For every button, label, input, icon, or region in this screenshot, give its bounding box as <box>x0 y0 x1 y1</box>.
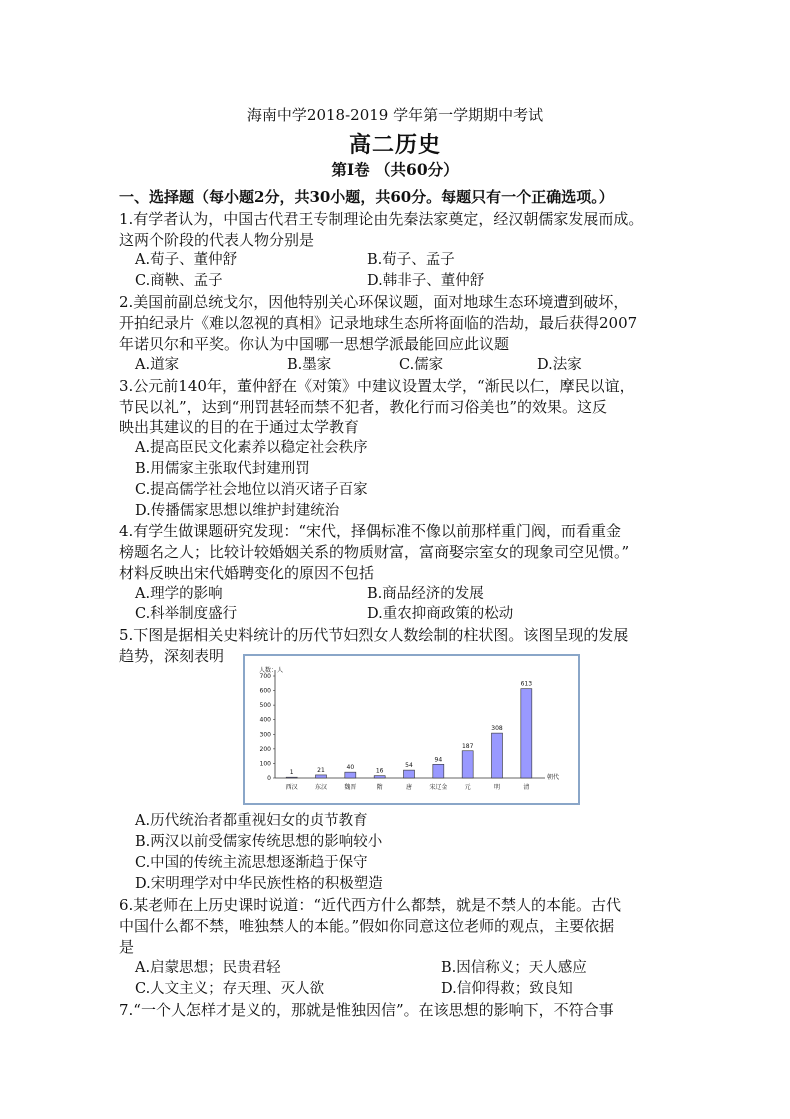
q2-option-a: A.道家 <box>135 357 180 373</box>
q2-option-b: B.墨家 <box>287 357 332 373</box>
q2-line-1: 2.美国前副总统戈尔，因他特别关心环保议题，面对地球生态环境遭到破坏， <box>119 293 629 311</box>
bar-value-label: 94 <box>434 756 443 764</box>
bar <box>345 772 356 778</box>
x-category-label: 西汉 <box>285 784 298 791</box>
q7-line-1: 7.“一个人怎样才是义的，那就是惟独因信”。在该思想的影响下，不符合事 <box>119 1001 614 1019</box>
q6-line-1: 6.某老师在上历史课时说道：“近代西方什么都禁，就是不禁人的本能。古代 <box>119 896 621 914</box>
q1-option-a: A.荀子、董仲舒 <box>135 252 238 268</box>
q1-line-2: 这两个阶段的代表人物分别是 <box>119 231 315 249</box>
x-category-label: 魏晋 <box>344 784 357 791</box>
bar-value-label: 187 <box>461 742 474 750</box>
bar <box>492 733 503 778</box>
q5-option-d: D.宋明理学对中华民族性格的积极塑造 <box>135 876 383 892</box>
q4-line-1: 4.有学生做课题研究发现：“宋代，择偶标准不像以前那样重门阀，而看重金 <box>119 522 621 540</box>
bar-value-label: 308 <box>491 725 503 733</box>
q3-option-b: B.用儒家主张取代封建刑罚 <box>135 461 310 477</box>
q4-option-a: A.理学的影响 <box>135 586 223 602</box>
q6-option-b: B.因信称义；天人感应 <box>441 960 587 976</box>
y-tick-label: 600 <box>259 687 271 695</box>
q5-option-b: B.两汉以前受儒家传统思想的影响较小 <box>135 834 383 850</box>
section-title: 一、选择题（每小题2分，共30小题，共60分。每题只有一个正确选项。） <box>119 188 614 206</box>
x-category-label: 明 <box>493 784 501 791</box>
bar <box>521 689 532 778</box>
q6-line-3: 是 <box>119 938 135 956</box>
q3-option-a: A.提高臣民文化素养以稳定社会秩序 <box>135 440 368 456</box>
q3-line-2: 节民以礼”，达到“刑罚甚轻而禁不犯者，教化行而习俗美也”的效果。这反 <box>119 398 608 416</box>
x-category-label: 东汉 <box>314 784 328 791</box>
bar <box>433 764 444 778</box>
bar <box>286 777 297 778</box>
x-category-label: 隋 <box>376 784 383 791</box>
bar-value-label: 1 <box>289 769 294 777</box>
y-tick-label: 0 <box>267 775 271 782</box>
bar-value-label: 16 <box>375 767 384 775</box>
bar-value-label: 54 <box>405 762 413 770</box>
y-tick-label: 700 <box>259 673 271 680</box>
x-axis-label: 朝代 <box>547 774 560 781</box>
y-tick-label: 300 <box>259 731 271 739</box>
x-category-label: 唐 <box>405 784 413 791</box>
x-category-label: 元 <box>464 784 471 791</box>
bar-value-label: 21 <box>317 766 325 774</box>
x-category-label: 宋辽金 <box>429 784 448 791</box>
y-tick-label: 100 <box>259 760 271 768</box>
q2-line-2: 开拍纪录片《难以忽视的真相》记录地球生态所将面临的浩劫，最后获得2007 <box>119 314 638 332</box>
q4-line-2: 榜题名之人；比较计较婚姻关系的物质财富，富商娶宗室女的现象司空见惯。” <box>119 543 630 561</box>
bar-chart-svg <box>245 656 578 803</box>
q2-option-d: D.法家 <box>537 357 582 373</box>
bar-value-label: 613 <box>520 680 533 688</box>
q1-option-d: D.韩非子、董仲舒 <box>367 273 485 289</box>
q5-line-2: 趋势，深刻表明 <box>119 647 225 665</box>
q2-option-c: C.儒家 <box>399 357 444 373</box>
q3-option-c: C.提高儒学社会地位以消灭诸子百家 <box>135 482 368 498</box>
q4-line-3: 材料反映出宋代婚聘变化的原因不包括 <box>119 564 375 582</box>
x-category-label: 清 <box>523 784 530 791</box>
bar <box>316 775 327 778</box>
y-axis-label: 人数：人 <box>259 667 284 674</box>
q4-option-d: D.重农抑商政策的松动 <box>367 606 514 622</box>
exam-title: 海南中学2018-2019 学年第一学期期中考试 <box>246 106 544 124</box>
bar <box>404 770 415 778</box>
bar <box>374 776 385 778</box>
q2-line-3: 年诺贝尔和平奖。你认为中国哪一思想学派最能回应此议题 <box>119 335 510 353</box>
q6-line-2: 中国什么都不禁，唯独禁人的本能。”假如你同意这位老师的观点，主要依据 <box>119 917 615 935</box>
y-tick-label: 500 <box>259 702 271 710</box>
q6-option-a: A.启蒙思想；民贵君轻 <box>135 960 281 976</box>
q5-option-c: C.中国的传统主流思想逐渐趋于保守 <box>135 855 368 871</box>
q5-line-1: 5.下图是据相关史料统计的历代节妇烈女人数绘制的柱状图。该图呈现的发展 <box>119 626 629 644</box>
q4-option-c: C.科举制度盛行 <box>135 606 238 622</box>
q6-option-d: D.信仰得救；致良知 <box>441 981 573 997</box>
q5-option-a: A.历代统治者都重视妇女的贞节教育 <box>135 813 368 829</box>
chavity-bar-chart <box>243 654 580 805</box>
q6-option-c: C.人文主义；存天理、灭人欲 <box>135 981 325 997</box>
q3-line-3: 映出其建议的目的在于通过太学教育 <box>119 418 360 436</box>
q1-option-c: C.商鞅、孟子 <box>135 273 223 289</box>
bar <box>462 751 473 778</box>
y-tick-label: 200 <box>259 745 271 753</box>
subject-title: 高二历史 <box>348 132 441 158</box>
bar-value-label: 40 <box>346 764 355 772</box>
q4-option-b: B.商品经济的发展 <box>367 586 484 602</box>
y-tick-label: 400 <box>259 716 271 724</box>
q3-option-d: D.传播儒家思想以维护封建统治 <box>135 503 340 519</box>
q1-option-b: B.荀子、孟子 <box>367 252 455 268</box>
q1-line-1: 1.有学者认为，中国古代君王专制理论由先秦法家奠定，经汉朝儒家发展而成。 <box>119 210 644 228</box>
part-title: 第Ⅰ卷 （共60分） <box>331 160 459 179</box>
q3-line-1: 3.公元前140年，董仲舒在《对策》中建议设置太学，“渐民以仁，摩民以谊， <box>119 377 635 395</box>
